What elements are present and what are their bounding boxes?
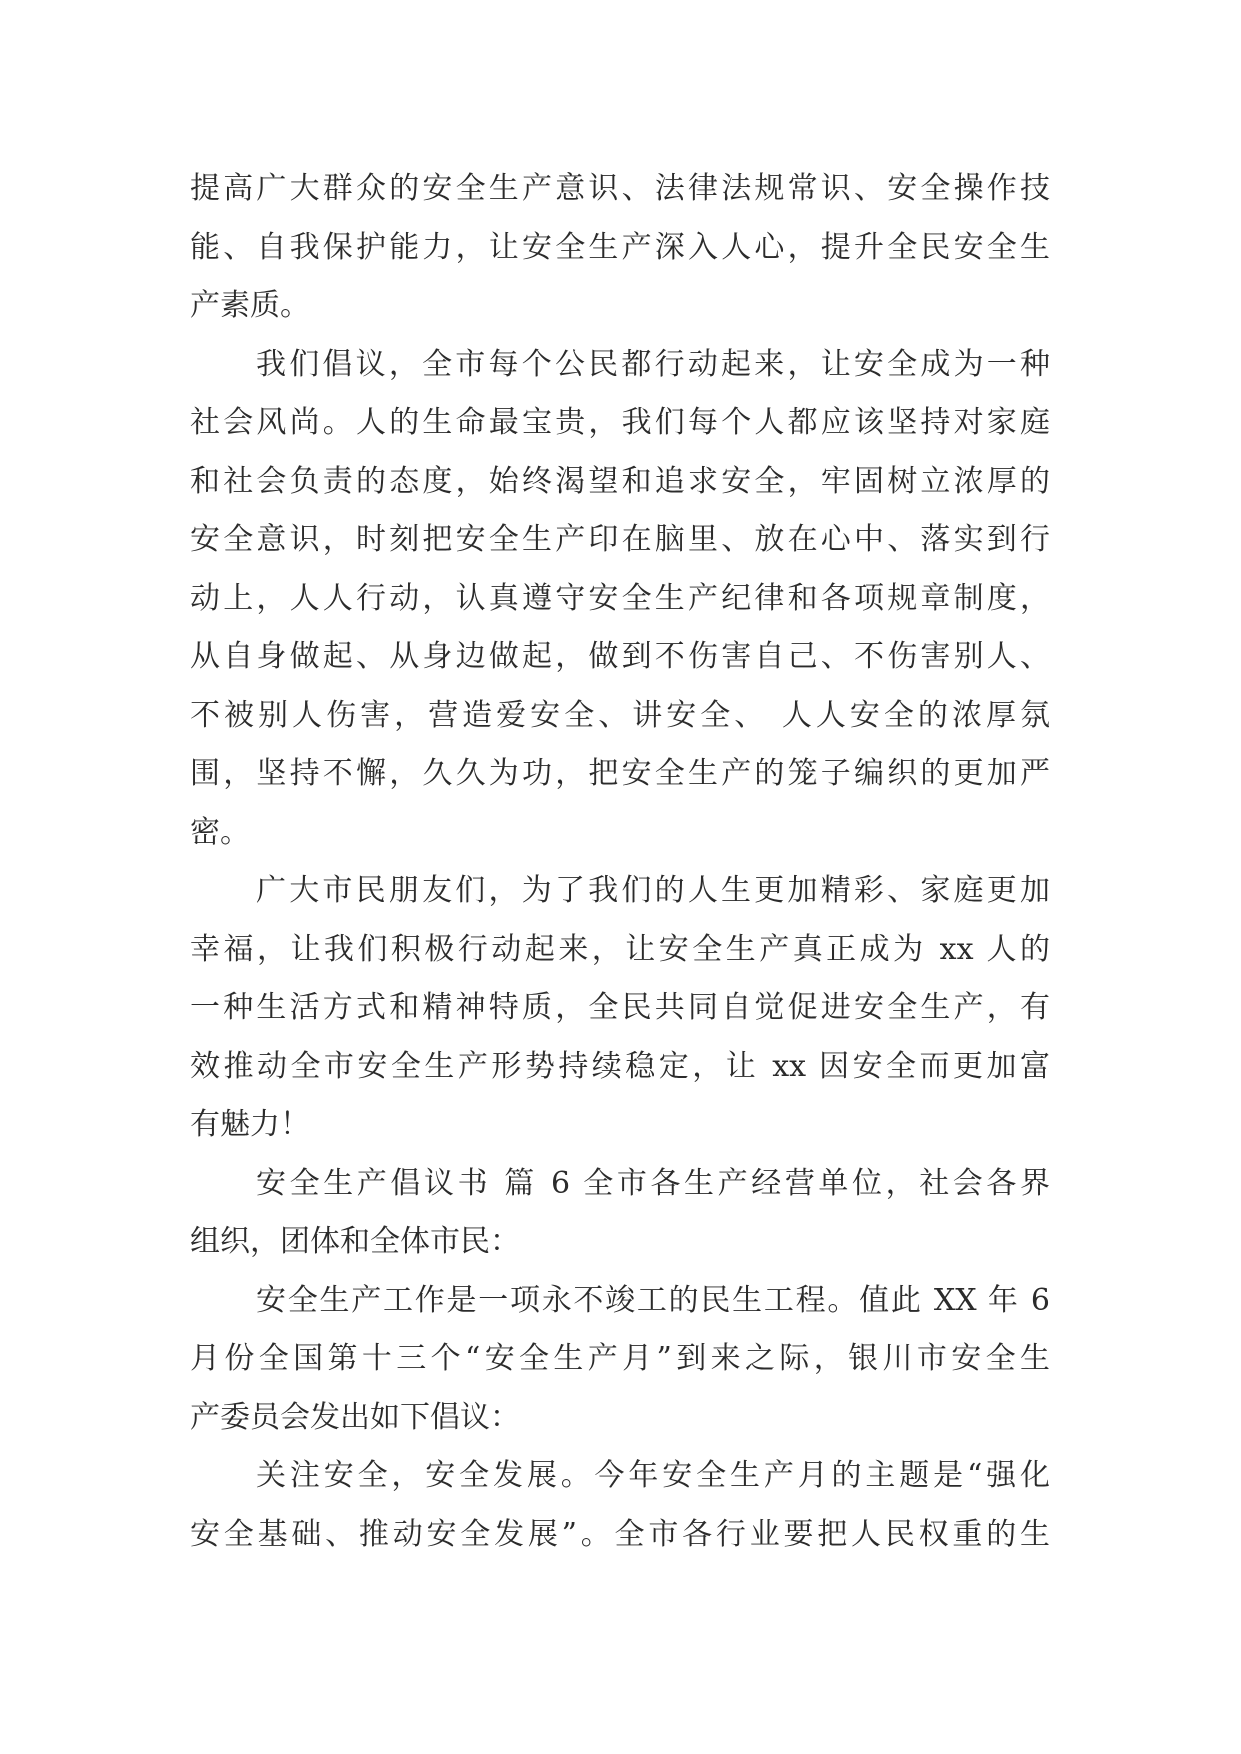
- text-line: 广大市民朋友们，为了我们的人生更加精彩、家庭更加: [256, 873, 1050, 908]
- text-line: 安全生产倡议书 篇 6 全市各生产经营单位，社会各界: [256, 1165, 1050, 1201]
- text-line: 安全意识，时刻把安全生产印在脑里、放在心中、落实到行: [190, 522, 1050, 557]
- text-line: 动上，人人行动，认真遵守安全生产纪律和各项规章制度，: [190, 580, 1050, 616]
- text-line: 月份全国第十三个“安全生产月”到来之际，银川市安全生: [190, 1341, 1050, 1376]
- text-line: 有魅力！: [190, 1107, 310, 1142]
- document-body: [190, 160, 1050, 1564]
- text-line: 关注安全，安全发展。今年安全生产月的主题是“强化: [256, 1458, 1050, 1493]
- text-line: 不被别人伤害，营造爱安全、讲安全、 人人安全的浓厚氛: [190, 697, 1050, 733]
- text-line: 产委员会发出如下倡议：: [190, 1399, 520, 1435]
- text-line: 安全基础、推动安全发展”。全市各行业要把人民权重的生: [190, 1516, 1050, 1552]
- text-line: 我们倡议，全市每个公民都行动起来，让安全成为一种: [256, 346, 1050, 382]
- text-line: 社会风尚。人的生命最宝贵，我们每个人都应该坚持对家庭: [190, 405, 1050, 440]
- text-line: 一种生活方式和精神特质，全民共同自觉促进安全生产，有: [190, 990, 1050, 1025]
- text-line: 效推动全市安全生产形势持续稳定，让 xx 因安全而更加富: [190, 1048, 1050, 1084]
- text-line: 和社会负责的态度，始终渴望和追求安全，牢固树立浓厚的: [190, 463, 1050, 499]
- text-line: 组织，团体和全体市民：: [190, 1224, 520, 1259]
- text-line: 密。: [190, 814, 250, 850]
- text-line: 围，坚持不懈，久久为功，把安全生产的笼子编织的更加严: [190, 756, 1050, 791]
- text-line: 幸福，让我们积极行动起来，让安全生产真正成为 xx 人的: [190, 931, 1050, 967]
- text-line: 提高广大群众的安全生产意识、法律法规常识、安全操作技: [190, 171, 1050, 206]
- text-line: 从自身做起、从身边做起，做到不伤害自己、不伤害别人、: [190, 639, 1050, 674]
- text-line: 能、自我保护能力，让安全生产深入人心，提升全民安全生: [190, 229, 1050, 265]
- text-line: 产素质。: [190, 288, 310, 323]
- text-line: 安全生产工作是一项永不竣工的民生工程。值此 XX 年 6: [256, 1282, 1050, 1318]
